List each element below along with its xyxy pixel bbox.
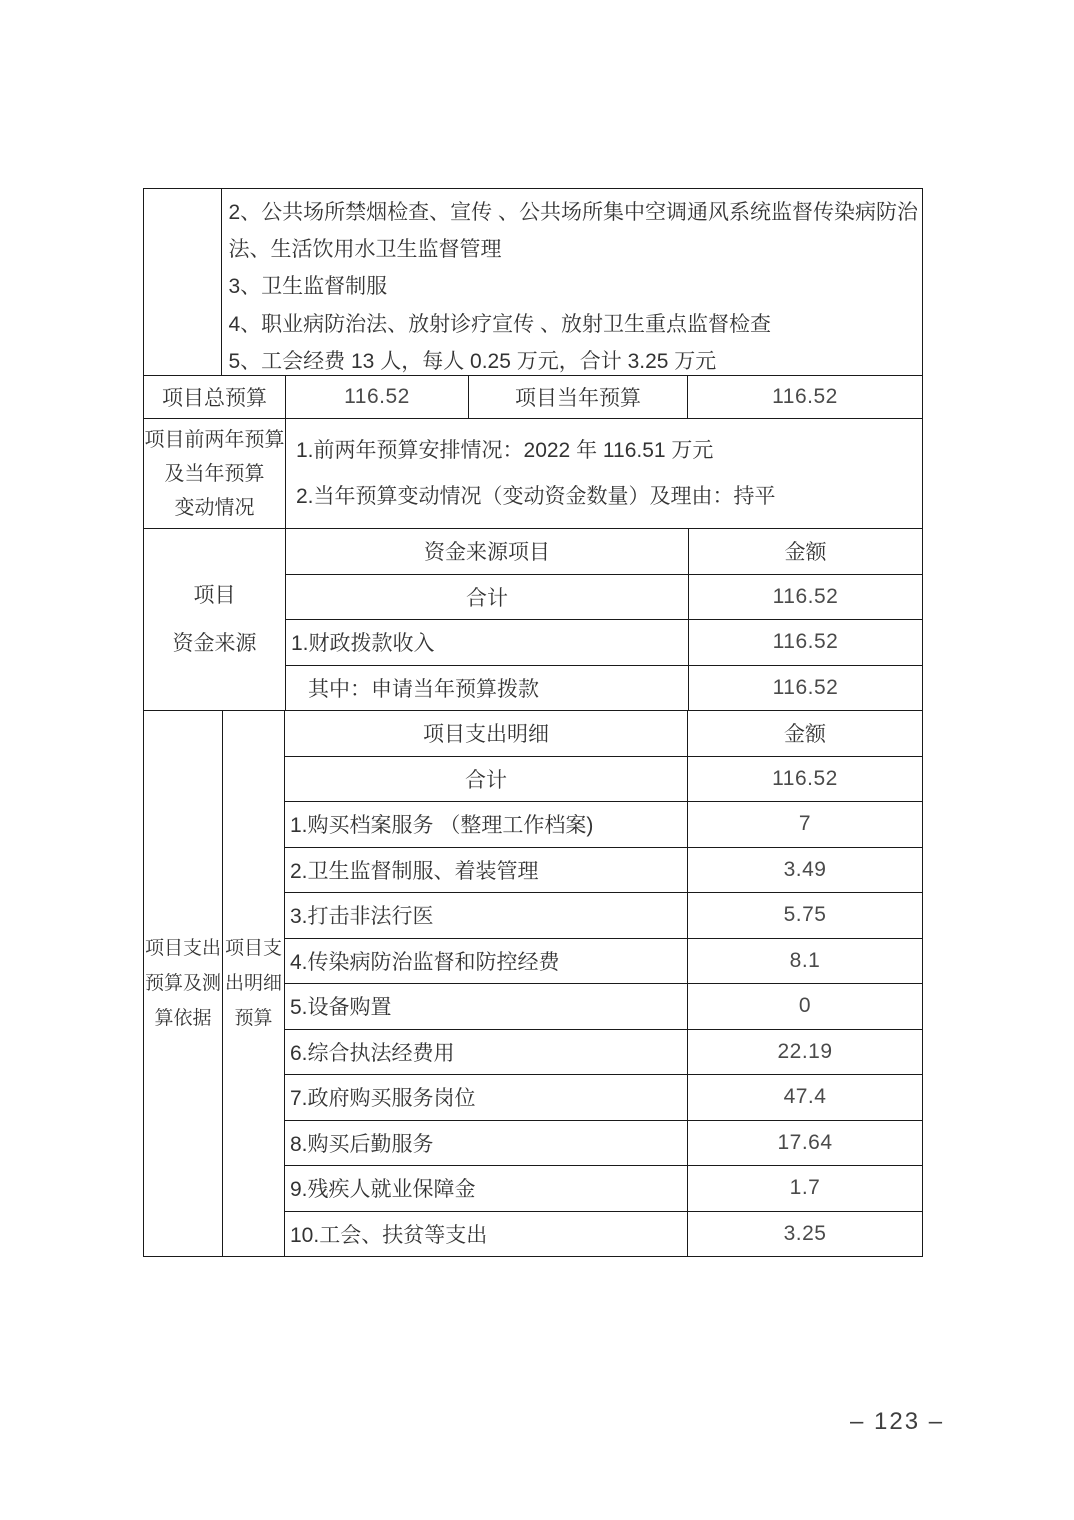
expenditure-item-label: 8.购买后勤服务: [285, 1121, 688, 1166]
expenditure-item-label: 10.工会、扶贫等支出: [285, 1212, 688, 1257]
expenditure-item-label: 合计: [285, 757, 688, 802]
basis-content-cell: [222, 189, 922, 375]
total-budget-label: 项目总预算: [144, 376, 286, 418]
expenditure-item-label: 3.打击非法行医: [285, 893, 688, 938]
expenditure-amount: 8.1: [789, 948, 821, 972]
expenditure-item-label: 9.残疾人就业保障金: [285, 1166, 688, 1211]
expenditure-row: [285, 848, 922, 894]
expenditure-detail-label-line: 出明细: [224, 973, 282, 994]
expenditure-header-item: 项目支出明细: [285, 711, 688, 756]
expenditure-row: [285, 1075, 922, 1121]
funding-amount: 116.52: [772, 630, 839, 654]
expenditure-amount: 116.52: [772, 766, 838, 790]
expenditure-item-label: 2.卫生监督制服、着装管理: [285, 848, 688, 893]
prior-years-label-line: 项目前两年预算: [144, 428, 285, 451]
expenditure-amount: 1.7: [789, 1176, 821, 1200]
expenditure-row: [285, 984, 922, 1030]
section-funding: [144, 529, 922, 711]
funding-header-item: 资金来源项目: [286, 529, 689, 574]
expenditure-detail-label-line: 项目支: [224, 938, 282, 959]
funding-rows: [286, 529, 922, 710]
basis-line: 4、职业病防治法、放射诊疗宣传 、放射卫生重点监督检查: [228, 312, 771, 336]
expenditure-basis-label-line: 算依据: [154, 1008, 212, 1029]
expenditure-amount: 3.25: [783, 1221, 827, 1245]
basis-line: 5、工会经费 13 人，每人 0.25 万元，合计 3.25 万元: [228, 349, 717, 373]
funding-label: [144, 529, 286, 710]
funding-item-label: 1.财政拨款收入: [286, 620, 689, 665]
basis-line: 法、生活饮用水卫生监督管理: [228, 238, 502, 262]
total-budget-value: 116.52: [286, 376, 469, 418]
expenditure-header-row: [285, 711, 922, 757]
section-prior-years: [144, 419, 922, 529]
expenditure-amount: 47.4: [783, 1085, 827, 1109]
expenditure-detail-label: [223, 711, 285, 1256]
section-expenditure: [144, 711, 922, 1256]
expenditure-item-label: 6.综合执法经费用: [285, 1030, 688, 1075]
expenditure-row: [285, 1030, 922, 1076]
expenditure-amount: 5.75: [783, 903, 827, 927]
expenditure-basis-label-line: 项目支出: [144, 938, 221, 959]
expenditure-row: [285, 893, 922, 939]
current-year-budget-value: 116.52: [772, 385, 838, 408]
section-totals: [144, 376, 922, 419]
expenditure-item-label: 4.传染病防治监督和防控经费: [285, 939, 688, 984]
basis-line: 2、公共场所禁烟检查、宣传 、公共场所集中空调通风系统监督传染病防治: [228, 201, 918, 224]
expenditure-rows: [285, 711, 922, 1256]
prior-years-line: 1.前两年预算安排情况：2022 年 116.51 万元: [296, 438, 714, 462]
page-number: – 123 –: [850, 1408, 945, 1435]
prior-years-label: [144, 419, 286, 528]
funding-amount: 116.52: [772, 675, 839, 699]
funding-item-label: 其中：申请当年预算拨款: [286, 666, 689, 711]
expenditure-basis-label: [144, 711, 223, 1256]
prior-years-line: 2.当年预算变动情况（变动资金数量）及理由：持平: [296, 484, 776, 508]
expenditure-basis-label-line: 预算及测: [144, 973, 221, 994]
expenditure-amount: 3.49: [783, 857, 827, 881]
funding-row: [286, 620, 922, 666]
funding-row: [286, 575, 922, 621]
budget-table: [143, 188, 923, 1257]
funding-label-line: 资金来源: [172, 631, 257, 655]
funding-label-line: 项目: [193, 583, 236, 607]
expenditure-amount: 0: [798, 994, 812, 1018]
funding-item-label: 合计: [286, 575, 689, 620]
prior-years-content: [286, 419, 922, 528]
expenditure-header-amount: 金额: [784, 723, 826, 747]
expenditure-row: [285, 1212, 922, 1257]
expenditure-row: [285, 1121, 922, 1167]
funding-row: [286, 666, 922, 711]
expenditure-item-label: 5.设备购置: [285, 984, 688, 1029]
current-year-budget-label: 项目当年预算: [469, 376, 688, 418]
funding-header-amount: 金额: [784, 541, 827, 565]
expenditure-row: [285, 939, 922, 985]
expenditure-row: [285, 802, 922, 848]
expenditure-row: [285, 1166, 922, 1212]
prior-years-label-line: 及当年预算: [164, 462, 265, 485]
expenditure-item-label: 7.政府购买服务岗位: [285, 1075, 688, 1120]
expenditure-amount: 22.19: [777, 1039, 833, 1063]
expenditure-detail-label-line: 预算: [234, 1008, 273, 1029]
expenditure-item-label: 1.购买档案服务 （整理工作档案): [285, 802, 688, 847]
expenditure-row: [285, 757, 922, 803]
expenditure-amount: 7: [798, 812, 812, 836]
funding-header-row: [286, 529, 922, 575]
funding-amount: 116.52: [772, 584, 839, 608]
prior-years-label-line: 变动情况: [174, 496, 255, 519]
expenditure-amount: 17.64: [777, 1130, 833, 1154]
basis-label-cell: [144, 189, 222, 375]
basis-line: 3、卫生监督制服: [228, 275, 388, 299]
section-basis: [144, 189, 922, 376]
